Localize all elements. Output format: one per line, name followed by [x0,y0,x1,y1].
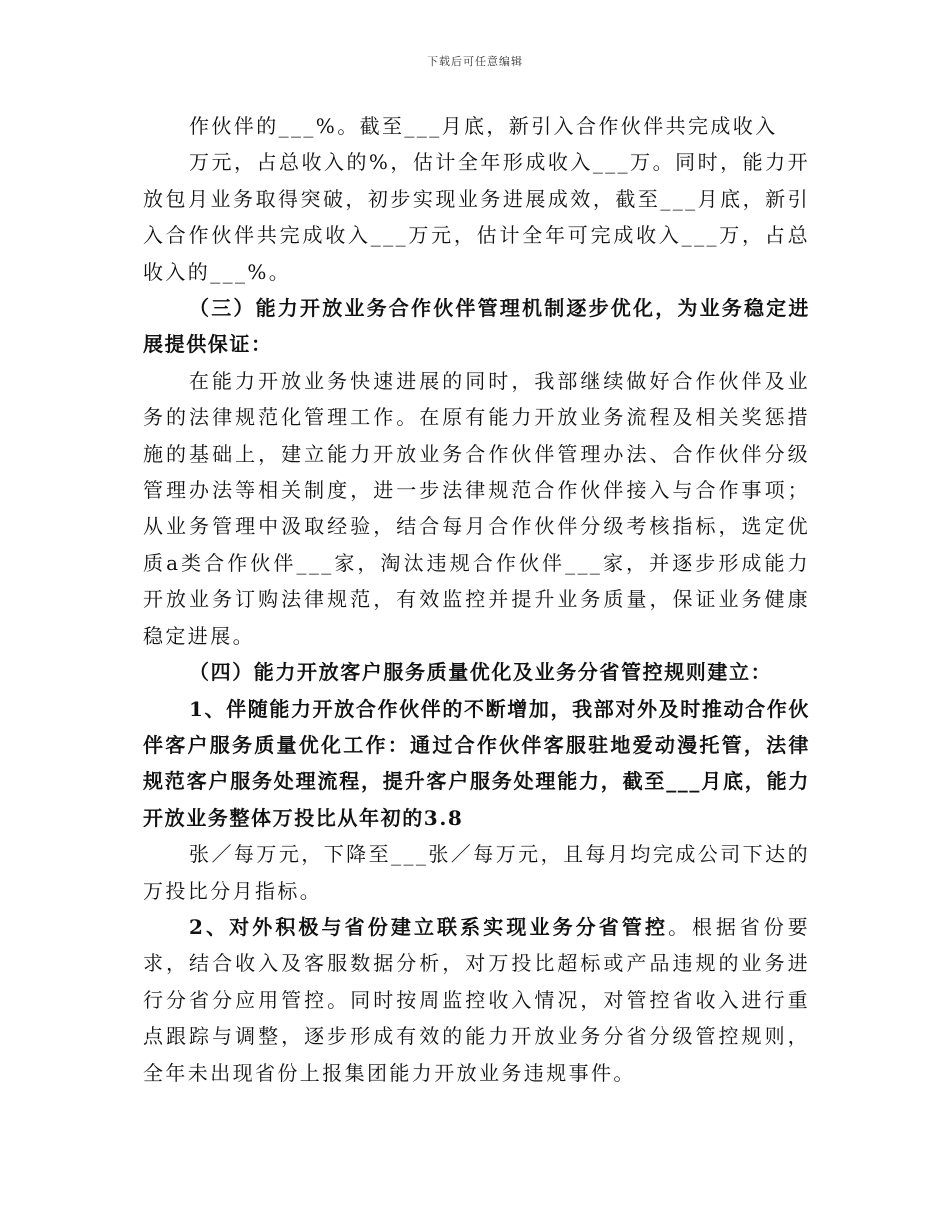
paragraph-item-2 [143,909,810,1091]
paragraph-1: 作伙伴的___%。截至___月底，新引入合作伙伴共完成收入 [189,114,778,138]
section-heading-4: （四）能力开放客户服务质量优化及业务分省管控规则建立： [189,660,773,685]
paragraph-2: 万元，占总收入的%，估计全年形成收入___万。同时，能力开放包月业务取得突破，初步实现业务进展成效，截至___月底，新引入合作伙伴共完成收入___万元，估计全年可完成收入___万，占总收入的___%。 [143,150,810,284]
section-heading-3: （三）能力开放业务合作伙伴管理机制逐步优化，为业务稳定进展提供保证： [143,296,810,357]
paragraph-item-2-lead: 2、对外积极与省份建立联系实现业务分省管控 [189,914,669,939]
document-body [143,108,810,1091]
paragraph-partner-management: 在能力开放业务快速进展的同时，我部继续做好合作伙伴及业务的法律规范化管理工作。在原有能力开放业务流程及相关奖惩措施的基础上，建立能力开放业务合作伙伴管理办法、合作伙伴分级管理办法等相关制度，进一步法律规范合作伙伴接入与合作事项；从业务管理中汲取经验，结合每月合作伙伴分级考核指标，选定优质a类合作伙伴___家，淘汰违规合作伙伴___家，并逐步形成能力开放业务订购法律规范，有效监控并提升业务质量，保证业务健康稳定进展。 [143,368,810,648]
page-header: 下载后可任意编辑 [427,55,523,68]
paragraph-item-2-body: 。根据省份要求，结合收入及客服数据分析，对万投比超标或产品违规的业务进行分省分应用管控。同时按周监控收入情况，对管控省收入进行重点跟踪与调整，逐步形成有效的能力开放业务分省分级管控规则，全年未出现省份上报集团能力开放业务违规事件。 [143,914,811,1085]
paragraph-item-1-continued: 张／每万元，下降至___张／每万元，且每月均完成公司下达的万投比分月指标。 [143,842,810,903]
paragraph-item-1: 1、伴随能力开放合作伙伴的不断增加，我部对外及时推动合作伙伴客户服务质量优化工作：通过合作伙伴客服驻地爱动漫托管，法律规范客户服务处理流程，提升客户服务处理能力，截至___月底，能力开放业务整体万投比从年初的3.8 [143,696,810,830]
